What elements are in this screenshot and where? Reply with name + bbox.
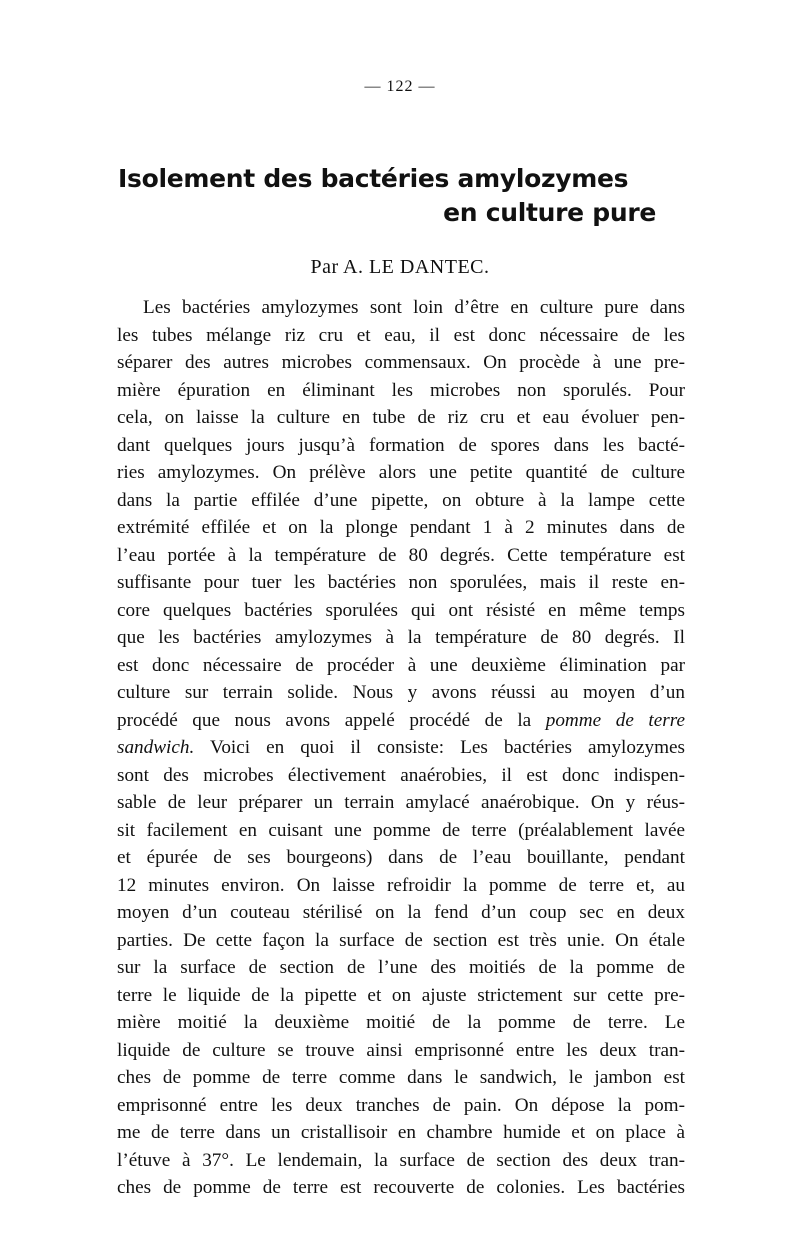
- text-line: l’eau portée à la température de 80 degrés. Cette température est: [117, 544, 685, 566]
- text-line: 12 minutes environ. On laisse refroidir la pomme de terre et, au: [117, 874, 685, 896]
- text-line: séparer des autres microbes commensaux. On procède à une pre-: [117, 352, 685, 373]
- text-line: liquide de culture se trouve ainsi emprisonné entre les deux tran-: [117, 1039, 685, 1061]
- text-line: sur la surface de section de l’une des moitiés de la pomme de: [117, 957, 685, 978]
- page-number: — 122 —: [364, 78, 436, 95]
- text-line: emprisonné entre les deux tranches de pain. On dépose la pom-: [117, 1094, 685, 1116]
- article-title-line-1: Isolement des bactéries amylozymes: [118, 164, 629, 193]
- author-byline: Par A. LE DANTEC.: [310, 256, 490, 278]
- text-line: sit facilement en cuisant une pomme de terre (préalablement lavée: [117, 819, 685, 841]
- text-line: et épurée de ses bourgeons) dans de l’eau bouillante, pendant: [117, 847, 685, 868]
- text-line: cela, on laisse la culture en tube de riz cru et eau évoluer pen-: [117, 407, 685, 428]
- text-line: culture sur terrain solide. Nous y avons réussi au moyen d’un: [117, 682, 685, 703]
- text-line: les tubes mélange riz cru et eau, il est donc nécessaire de les: [117, 324, 685, 346]
- text-line: mière épuration en éliminant les microbes non sporulés. Pour: [117, 379, 685, 401]
- text-line: extrémité effilée et on la plonge pendant 1 à 2 minutes dans de: [117, 517, 685, 538]
- article-title-line-2: en culture pure: [443, 198, 656, 227]
- text-line: l’étuve à 37°. Le lendemain, la surface de section des deux tran-: [117, 1149, 685, 1171]
- text-line: que les bactéries amylozymes à la température de 80 degrés. Il: [117, 627, 685, 648]
- text-line-with-italic: [117, 734, 685, 762]
- text-line: ries amylozymes. On prélève alors une petite quantité de culture: [117, 462, 685, 483]
- italic-phrase: sandwich.: [117, 737, 195, 758]
- body-paragraph: [117, 294, 685, 1202]
- text-line: moyen d’un couteau stérilisé on la fend d’un coup sec en deux: [117, 902, 685, 923]
- text-line: sont des microbes électivement anaérobies, il est donc indispen-: [117, 764, 685, 786]
- text-line: core quelques bactéries sporulées qui ont résisté en même temps: [117, 599, 685, 621]
- text-line: me de terre dans un cristallisoir en chambre humide et on place à: [117, 1122, 685, 1143]
- text-line: parties. De cette façon la surface de section est très unie. On étale: [117, 929, 685, 951]
- text-line: est donc nécessaire de procéder à une deuxième élimination par: [117, 654, 685, 676]
- text-segment: procédé que nous avons appelé procédé de la: [117, 709, 546, 731]
- text-line: terre le liquide de la pipette et on ajuste strictement sur cette pre-: [117, 984, 685, 1006]
- text-segment: Voici en quoi il consiste: Les bactéries amylozymes: [194, 737, 685, 758]
- text-line: suffisante pour tuer les bactéries non sporulées, mais il reste en-: [117, 572, 685, 593]
- text-line: ches de pomme de terre est recouverte de colonies. Les bactéries: [117, 1177, 685, 1198]
- text-line: ches de pomme de terre comme dans le sandwich, le jambon est: [117, 1067, 685, 1088]
- text-line: dant quelques jours jusqu’à formation de spores dans les bacté-: [117, 434, 685, 456]
- text-line: sable de leur préparer un terrain amylacé anaérobique. On y réus-: [117, 792, 685, 813]
- italic-phrase: pomme de terre: [545, 709, 685, 731]
- text-line: dans la partie effilée d’une pipette, on obture à la lampe cette: [117, 489, 685, 511]
- text-line-with-italic: [117, 707, 685, 735]
- text-line: Les bactéries amylozymes sont loin d’être en culture pure dans: [143, 297, 685, 318]
- text-line: mière moitié la deuxième moitié de la pomme de terre. Le: [117, 1012, 685, 1033]
